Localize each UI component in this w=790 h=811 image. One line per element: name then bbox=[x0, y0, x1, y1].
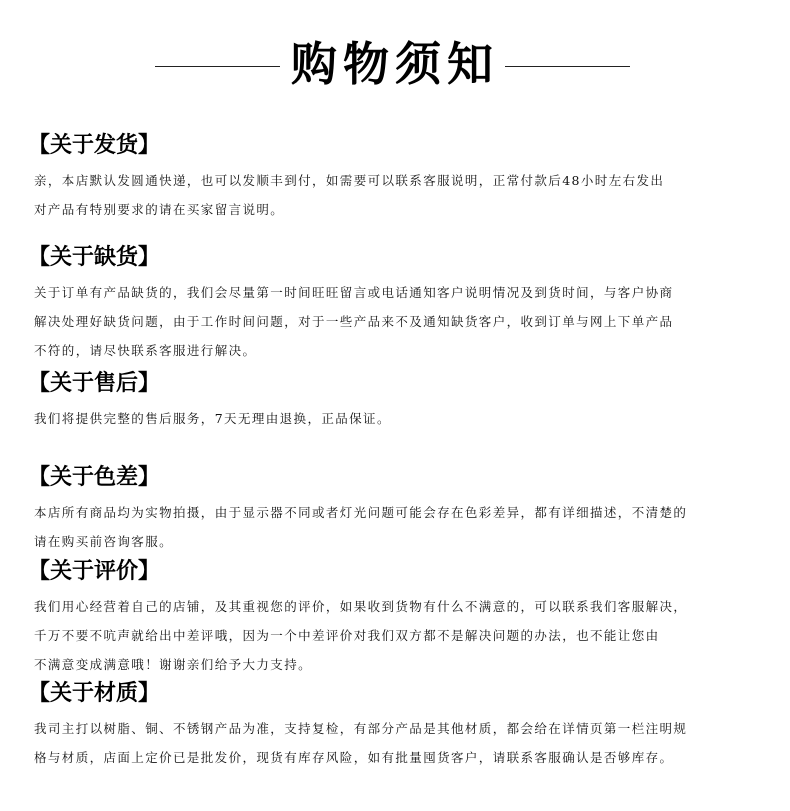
title-row bbox=[0, 30, 790, 90]
body-line: 亲，本店默认发圆通快递，也可以发顺丰到付，如需要可以联系客服说明，正常付款后48小时左右发出 bbox=[34, 173, 665, 188]
title-divider-right bbox=[505, 66, 630, 67]
body-line: 对产品有特别要求的请在买家留言说明。 bbox=[34, 202, 285, 217]
page-title: 购物须知 bbox=[291, 37, 499, 91]
section-heading: 【关于缺货】 bbox=[28, 244, 161, 270]
body-line: 关于订单有产品缺货的，我们会尽量第一时间旺旺留言或电话通知客户说明情况及到货时间，与客户协商 bbox=[34, 285, 674, 300]
body-line: 格与材质，店面上定价已是批发价，现货有库存风险，如有批量囤货客户，请联系客服确认是否够库存。 bbox=[34, 750, 674, 765]
section-out-of-stock bbox=[28, 242, 768, 365]
body-line: 请在购买前咨询客服。 bbox=[34, 534, 174, 549]
body-line: 本店所有商品均为实物拍摄，由于显示器不同或者灯光问题可能会存在色彩差异，都有详细描述，不清楚的 bbox=[34, 505, 688, 520]
section-after-sales bbox=[28, 368, 768, 433]
section-reviews bbox=[28, 556, 768, 679]
body-line: 不符的，请尽快联系客服进行解决。 bbox=[34, 343, 257, 358]
body-line: 我们将提供完整的售后服务，7天无理由退换，正品保证。 bbox=[34, 411, 391, 426]
body-line: 解决处理好缺货问题，由于工作时间问题，对于一些产品来不及通知缺货客户，收到订单与网上下单产品 bbox=[34, 314, 674, 329]
section-color-difference bbox=[28, 462, 768, 556]
section-heading: 【关于评价】 bbox=[28, 558, 161, 584]
section-materials bbox=[28, 678, 768, 772]
body-line: 我们用心经营着自己的店铺，及其重视您的评价，如果收到货物有什么不满意的，可以联系我们客服解决， bbox=[34, 599, 688, 614]
section-heading: 【关于发货】 bbox=[28, 132, 161, 158]
section-shipping bbox=[28, 130, 768, 224]
section-body bbox=[28, 592, 768, 679]
body-line: 不满意变成满意哦！谢谢亲们给予大力支持。 bbox=[34, 657, 313, 672]
section-body bbox=[28, 278, 768, 365]
section-body bbox=[28, 498, 768, 556]
section-body bbox=[28, 166, 768, 224]
section-body bbox=[28, 404, 768, 433]
section-body bbox=[28, 714, 768, 772]
body-line: 千万不要不吭声就给出中差评哦，因为一个中差评价对我们双方都不是解决问题的办法，也不能让您由 bbox=[34, 628, 660, 643]
section-heading: 【关于材质】 bbox=[28, 680, 161, 706]
section-heading: 【关于色差】 bbox=[28, 464, 161, 490]
body-line: 我司主打以树脂、铜、不锈钢产品为准，支持复检，有部分产品是其他材质，都会给在详情页第一栏注明规 bbox=[34, 721, 688, 736]
section-heading: 【关于售后】 bbox=[28, 370, 161, 396]
